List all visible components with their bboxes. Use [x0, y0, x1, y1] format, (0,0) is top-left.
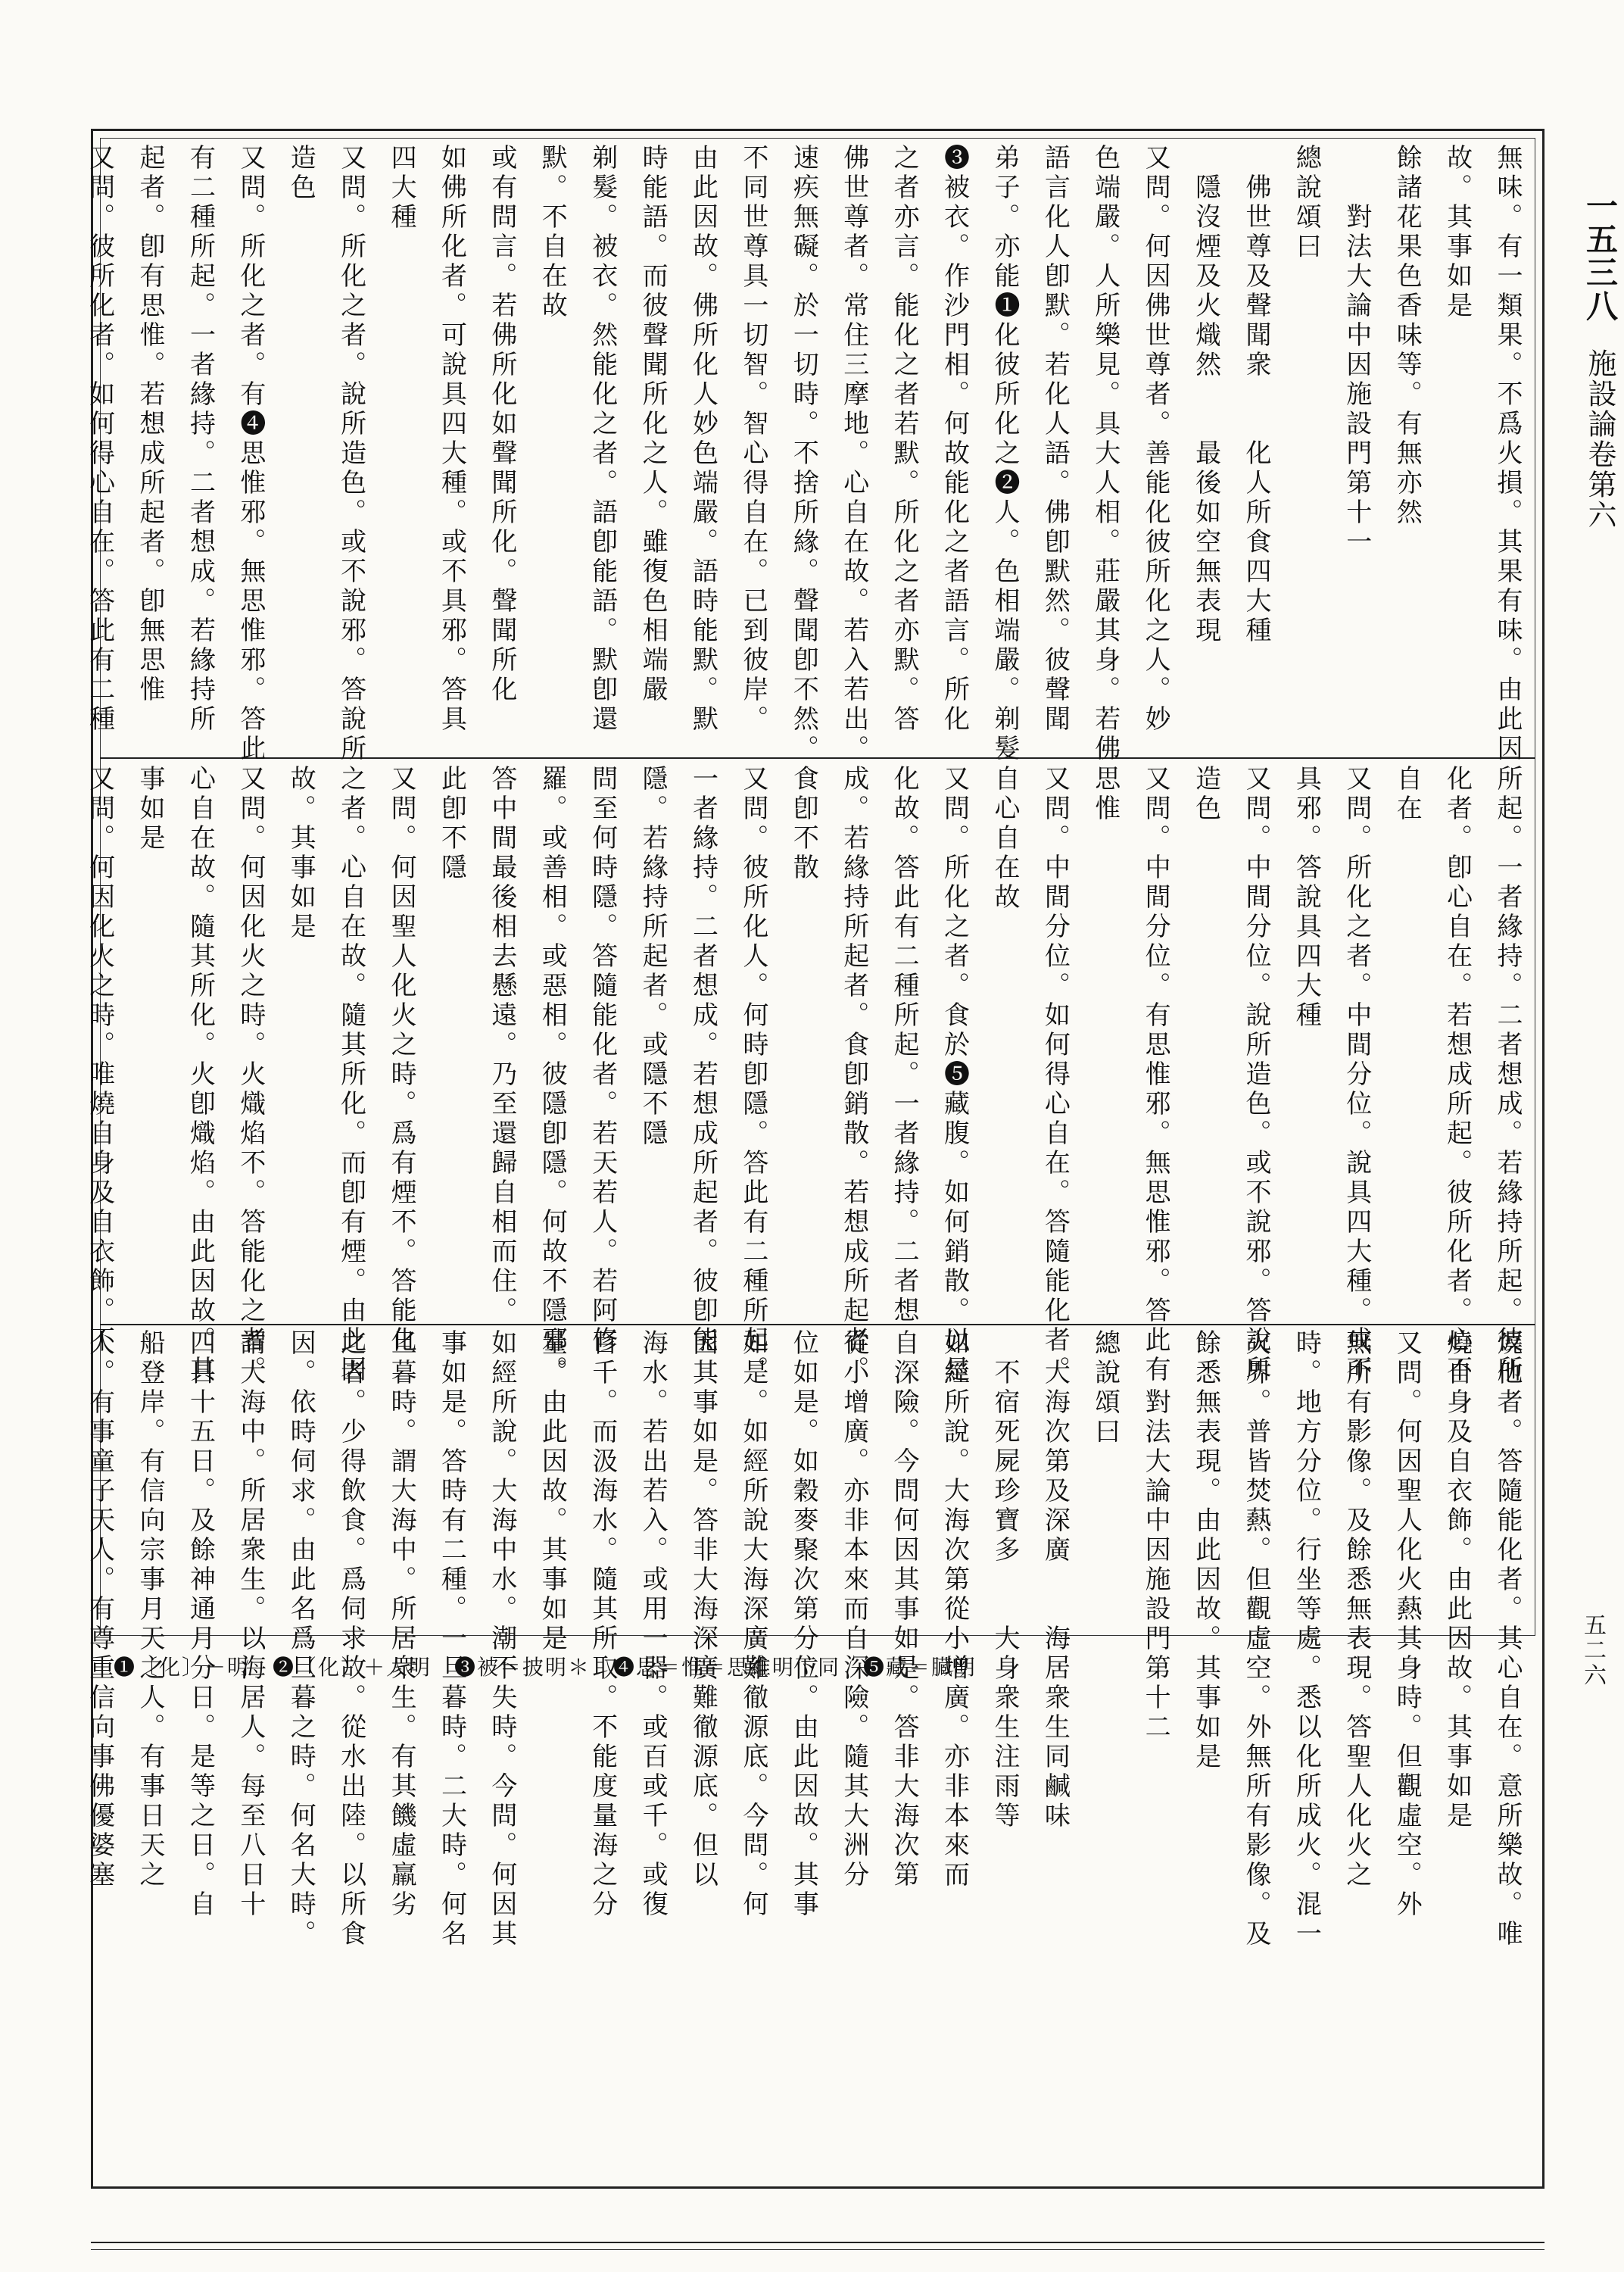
text-column: 旦暮時。謂大海中。所居衆生。有其饑虛羸劣: [386, 1329, 417, 1920]
text-column: 心自在故。隨其所化。火卽熾焰。由此因故。其: [185, 765, 216, 1385]
text-column: 又問。中間分位。說所造色。或不說邪。答說所: [1240, 765, 1271, 1385]
top-register: [84, 144, 1532, 764]
text-column: 答中間最後相去懸遠。乃至還歸自相而住。: [486, 765, 517, 1326]
text-column: 羅。或善相。或惡相。彼隱卽隱。何故不隱邪。: [537, 765, 568, 1385]
text-column: ❸被衣。作沙門相。何故能化之者語言。所化: [939, 144, 970, 735]
text-column: 造色: [285, 144, 316, 203]
text-column: 對法大論中因施設門第十二: [1140, 1329, 1171, 1743]
text-column: 因其事如是。答非大海深廣難徹源底。但以: [687, 1329, 718, 1890]
text-column: 色端嚴。人所樂見。具大人相。莊嚴其身。若佛: [1089, 144, 1121, 764]
text-column: 問至何時隱。答隨能化者。若天若人。若阿修: [587, 765, 618, 1356]
text-column: 不同世尊具一切智。智心得自在。已到彼岸。: [737, 144, 768, 735]
text-column: 如經所說。大海中水。潮不失時。今問。何因其: [486, 1329, 517, 1949]
text-column: 剃髮。被衣。然能化之者。語卽能語。默卽還: [587, 144, 618, 735]
text-column: 默。不自在故: [537, 144, 568, 321]
text-column: 位如是。如穀麥聚次第分位。由此因故。其事: [788, 1329, 819, 1920]
text-column: 佛世尊及聲聞衆 化人所食四大種: [1240, 144, 1271, 646]
middle-register: [84, 765, 1532, 1385]
text-column: 速疾無礙。於一切時。不捨所緣。聲聞卽不然。: [788, 144, 819, 764]
text-column: 時。地方分位。行坐等處。悉以化所成火。混一: [1291, 1329, 1322, 1949]
text-column: 故。其事如是: [1442, 144, 1473, 321]
text-column: 又問。中間分位。如何得心自在。答隨能化者。: [1040, 765, 1071, 1385]
running-head: [1575, 189, 1620, 530]
text-column: 因。依時伺求。由此名爲旦暮之時。何名大時。: [285, 1329, 316, 1949]
text-column: 又問。所化之者。說所造色。或不說邪。答說所: [335, 144, 366, 764]
text-column: 人。有事童子天人。有尊重信向事佛優婆塞: [84, 1329, 115, 1890]
text-column: 事如是。答時有二種。一旦暮時。二大時。何名: [436, 1329, 467, 1949]
text-column: 佛世尊者。常住三摩地。心自在故。若入若出。: [838, 144, 869, 764]
text-column: 起者。卽有思惟。若想成所起者。卽無思惟: [135, 144, 166, 705]
text-column: 自心自在故: [989, 765, 1020, 913]
text-column: 又問。彼所化人。何時卽隱。答此有二種所起。: [737, 765, 768, 1385]
text-column: 故。其事如是: [285, 765, 316, 942]
bottom-rule: [91, 2242, 1545, 2243]
text-column: 或有問言。若佛所化如聲聞所化。聲聞所化: [486, 144, 517, 705]
text-column: 又問。所化之者。食於❺藏腹。如何銷散。以是: [939, 765, 970, 1385]
text-column: 造色: [1190, 765, 1221, 824]
text-column: 由此因故。佛所化人妙色端嚴。語時能默。默: [687, 144, 718, 735]
text-column: 無所有影像。及餘悉無表現。答聖人化火之: [1341, 1329, 1372, 1890]
text-column: 百千。而汲海水。隨其所取。不能度量海之分: [587, 1329, 618, 1920]
text-column: 又問。何因化火之時。火熾焰不。答能化之者。: [235, 765, 266, 1385]
text-column: 化者。卽心自在。若想成所起。彼所化者。心不: [1442, 765, 1473, 1385]
text-column: 如是。如經所說大海深廣難徹源底。今問。何: [737, 1329, 768, 1920]
text-column: 自深險。今問何因其事如是。答非大海次第: [889, 1329, 920, 1890]
text-column: 不宿死屍珍寶多 大身衆生注雨等: [989, 1329, 1020, 1831]
top-text-columns: [84, 144, 1532, 764]
text-column: 船登岸。有信向宗事月天之人。有事日天之: [135, 1329, 166, 1890]
text-column: 成。若緣持所起者。食卽銷散。若想成所起者。: [838, 765, 869, 1385]
text-column: 對法大論中因施設門第十一: [1341, 144, 1372, 557]
running-title: 施設論卷第六: [1583, 348, 1616, 531]
text-column: 餘悉無表現。由此因故。其事如是: [1190, 1329, 1221, 1772]
text-column: 火界。普皆焚爇。但觀虛空。外無所有影像。及: [1240, 1329, 1271, 1949]
text-column: 具邪。答說具四大種: [1291, 765, 1322, 1031]
page-number: 一五三八: [1582, 189, 1619, 323]
text-column: 又問。何因聖人化火之時。爲有煙不。答能化: [386, 765, 417, 1356]
text-column: 如佛所化者。可說具四大種。或不具邪。答具: [436, 144, 467, 735]
text-column: 之者。心自在故。隨其所化。而卽有煙。由此因: [335, 765, 366, 1385]
text-column: 總說頌曰: [1291, 144, 1322, 262]
text-column: 又問。何因佛世尊者。善能化彼所化之人。妙: [1140, 144, 1171, 735]
text-column: 海水。若出若入。或用一器。或百或千。或復: [637, 1329, 669, 1920]
text-column: 如經所說。大海次第從小增廣。亦非本來而: [939, 1329, 970, 1890]
text-column: 四日十五日。及餘神通月分日。是等之日。自: [185, 1329, 216, 1920]
text-column: 從小增廣。亦非本來而自深險。隨其大洲分: [838, 1329, 869, 1890]
text-column: 無味。有一類果。不爲火損。其果有味。由此因: [1492, 144, 1523, 764]
register-divider: [100, 1324, 1535, 1325]
text-column: 燒自身及自衣飾。由此因故。其事如是: [1442, 1329, 1473, 1831]
text-column: 又問。何因聖人化火爇其身時。但觀虛空。外: [1392, 1329, 1423, 1920]
text-column: 食卽不散: [788, 765, 819, 883]
text-column: 之者亦言。能化之者若默。所化之者亦默。答: [889, 144, 920, 735]
footnotes: ❶〔化〕－明 ❷（化）＋人明 ❸被＝披明＊ ❹思＝惟＝思維明下同 ❺藏＝臓明: [114, 1655, 977, 1680]
text-column: 有二種所起。一者緣持。二者想成。若緣持所: [185, 144, 216, 735]
text-column: 隱沒煙及火熾然 最後如空無表現: [1190, 144, 1221, 646]
text-column: 自在: [1392, 765, 1423, 824]
text-column: 燒他者。答隨能化者。其心自在。意所樂故。唯: [1492, 1329, 1523, 1949]
text-column: 一者緣持。二者想成。若想成所起者。彼卽能: [687, 765, 718, 1356]
text-column: 又問。彼所化者。如何得心自在。答此有二種: [84, 144, 115, 735]
text-column: 事如是: [135, 765, 166, 854]
text-column: 此卽不隱: [436, 765, 467, 883]
text-column: 之者。少得飲食。爲伺求故。從水出陸。以所食: [335, 1329, 366, 1949]
bottom-rule: [91, 2249, 1545, 2250]
text-column: 化故。答此有二種所起。一者緣持。二者想: [889, 765, 920, 1326]
text-column: 總說頌曰: [1089, 1329, 1121, 1447]
text-column: 弟子。亦能❶化彼所化之❷人。色相端嚴。剃髮: [989, 144, 1020, 764]
text-column: 又問。所化之者。中間分位。說具四大種。或不: [1341, 765, 1372, 1385]
leaf-number: 五二六: [1579, 1613, 1606, 1688]
text-column: 大海次第及深廣 海居衆生同鹹味: [1040, 1329, 1071, 1831]
text-column: 量。由此因故。其事如是: [537, 1329, 568, 1654]
middle-text-columns: [84, 765, 1532, 1385]
text-column: 四大種: [386, 144, 417, 233]
text-column: 所起。一者緣持。二者想成。若緣持所起。彼所: [1492, 765, 1523, 1385]
text-column: 時能語。而彼聲聞所化之人。雖復色相端嚴: [637, 144, 669, 705]
text-column: 又問。所化之者。有❹思惟邪。無思惟邪。答此: [235, 144, 266, 764]
text-column: 又問。何因化火之時。唯燒自身及自衣飾。不: [84, 765, 115, 1356]
text-column: 語言化人卽默。若化人語。佛卽默然。彼聲聞: [1040, 144, 1071, 735]
text-column: 隱。若緣持所起者。或隱不隱: [637, 765, 669, 1149]
text-column: 思惟: [1089, 765, 1121, 824]
text-column: 餘諸花果色香味等。有無亦然: [1392, 144, 1423, 528]
text-column: 又問。中間分位。有思惟邪。無思惟邪。答此有: [1140, 765, 1171, 1385]
text-column: 謂大海中。所居衆生。以海居人。每至八日十: [235, 1329, 266, 1920]
